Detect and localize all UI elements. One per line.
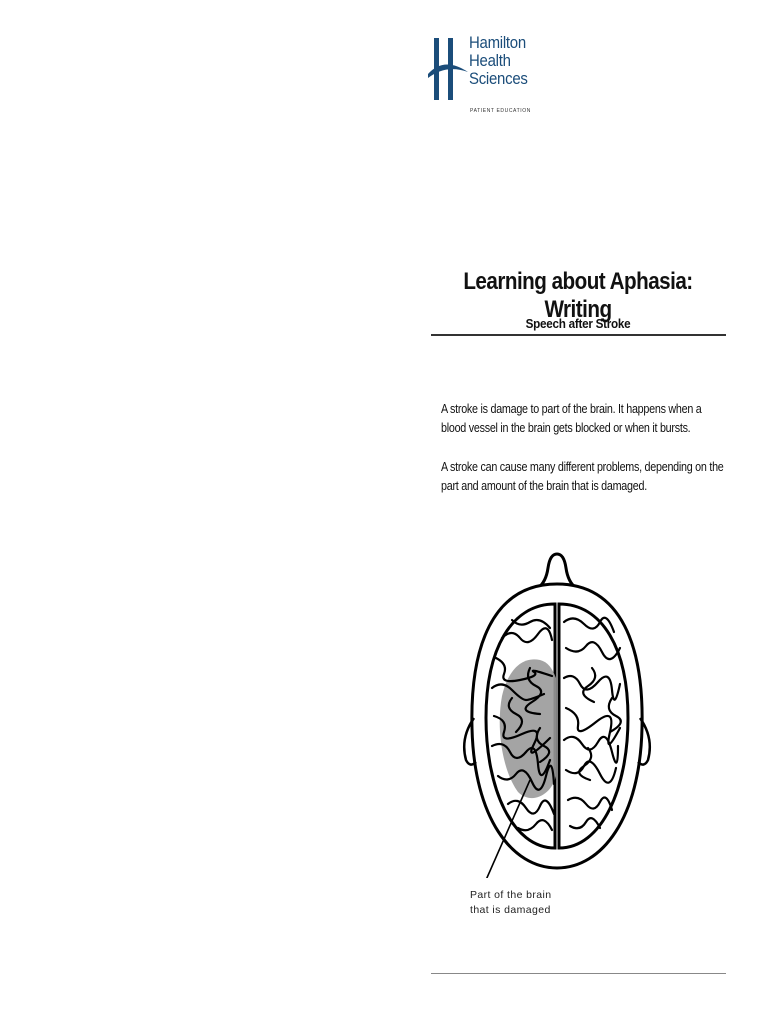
- hamilton-health-sciences-logo: [428, 34, 538, 118]
- figure-caption: [470, 888, 552, 918]
- logo-line-1: Hamilton: [469, 33, 526, 52]
- logo-line-3: Sciences: [469, 69, 528, 88]
- logo-line-2: Health: [469, 51, 511, 70]
- page-subtitle: Speech after Stroke: [525, 316, 631, 331]
- paragraph-stroke-definition: A stroke is damage to part of the brain. It happens when a blood vessel in the brain gets blocked or when it bursts.: [441, 402, 702, 435]
- title-divider: [431, 334, 726, 336]
- logo-wordmark: [469, 34, 528, 88]
- paragraph-stroke-effects: A stroke can cause many different problems, depending on the part and amount of the brain that is damaged.: [441, 460, 724, 493]
- caption-line-1: Part of the brain: [470, 889, 552, 901]
- caption-line-2: that is damaged: [470, 904, 551, 916]
- logo-mark-icon: [428, 38, 470, 104]
- logo-subtitle: PATIENT EDUCATION: [470, 108, 531, 114]
- footer-divider: [431, 973, 726, 974]
- brain-illustration: [452, 548, 662, 878]
- page-title: Learning about Aphasia: Writing: [463, 268, 693, 323]
